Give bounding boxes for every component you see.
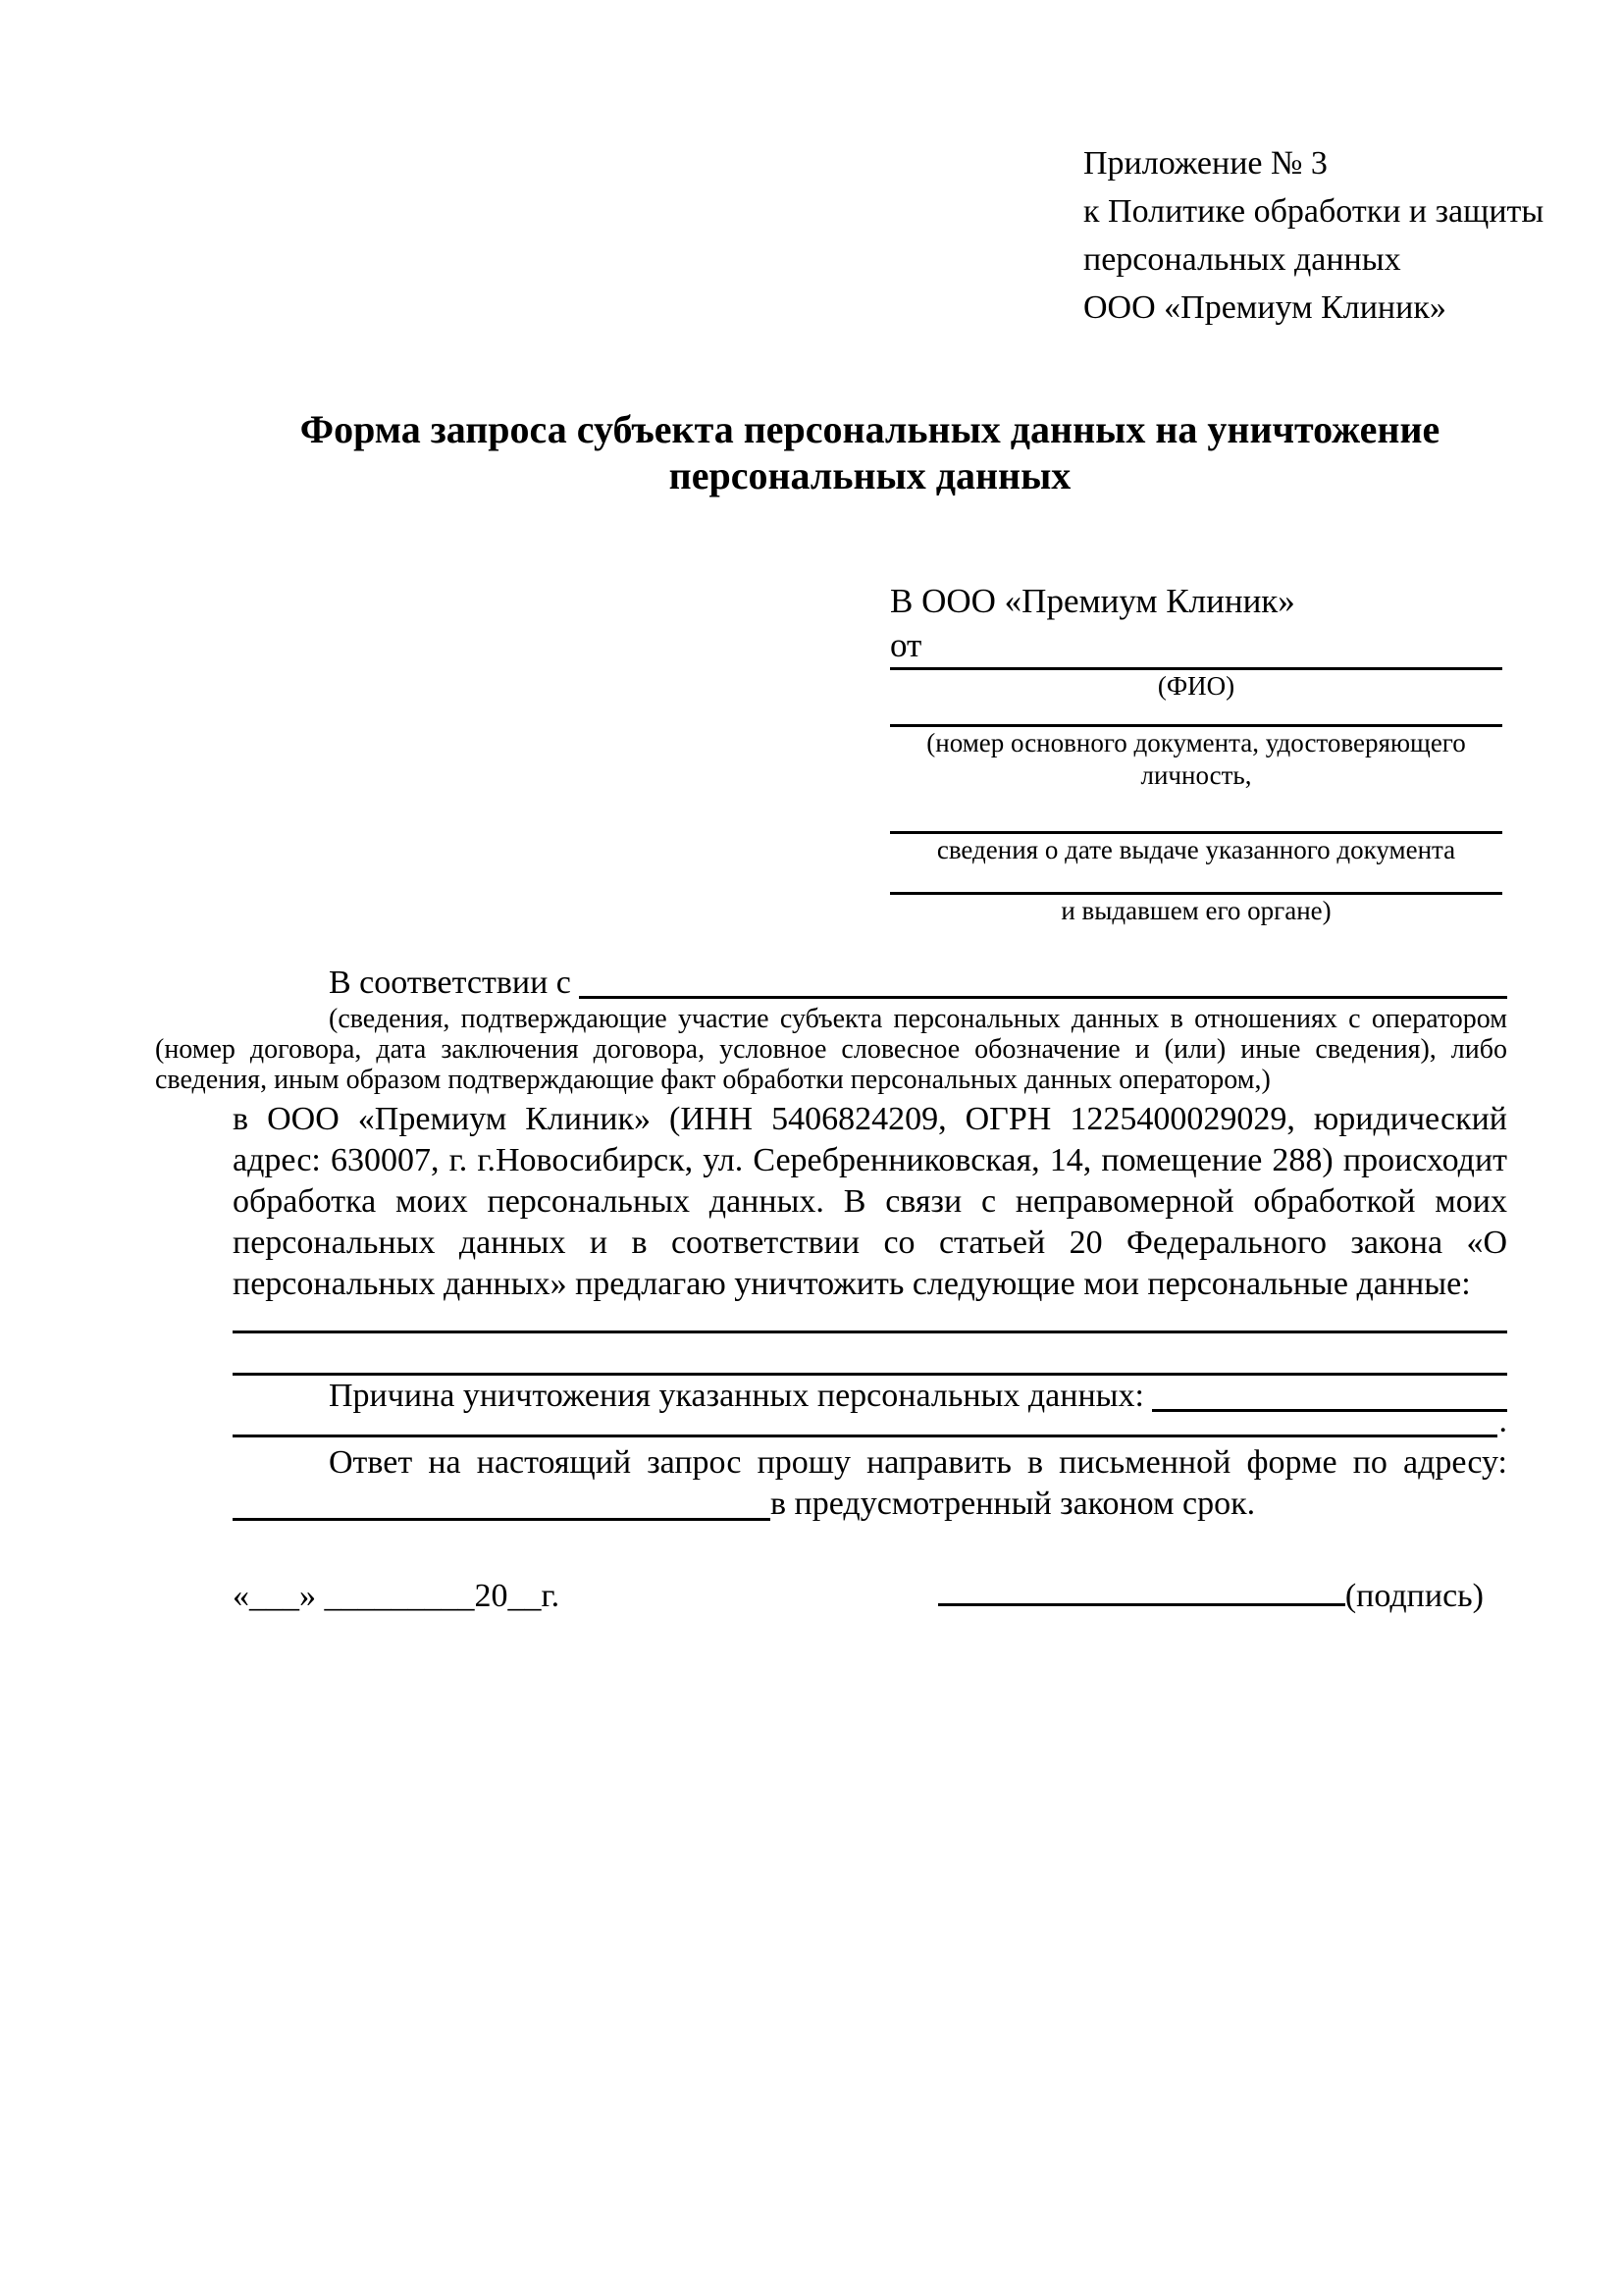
signature-group	[938, 1570, 1484, 1617]
answer-paragraph: Ответ на настоящий запрос прошу направить в письменной форме по адресу:	[329, 1444, 1507, 1481]
reason-blank-line-2	[233, 1435, 1497, 1437]
reason-blank-line	[1152, 1409, 1507, 1412]
document-title: Форма запроса субъекта персональных данных на уничтожение персональных данных	[299, 407, 1440, 497]
appendix-header-line: персональных данных	[1083, 241, 1401, 278]
date-template: «___» _________20__г.	[233, 1578, 560, 1614]
address-blank-line	[233, 1518, 770, 1521]
signature-blank-line	[938, 1570, 1345, 1606]
reason-row	[233, 1376, 1507, 1417]
addressee-block	[890, 579, 1502, 927]
personal-data-blank-line-2	[233, 1333, 1507, 1376]
address-row	[233, 1484, 1507, 1525]
period-char: .	[1498, 1403, 1507, 1439]
addressee-from-label: от	[890, 626, 922, 664]
appendix-header-line: к Политике обработки и защиты	[1083, 193, 1544, 230]
document-number-caption: (номер основного документа, удостоверяющего личность,	[926, 728, 1466, 790]
appendix-header-line: ООО «Премиум Клиник»	[1083, 289, 1446, 326]
personal-data-blank-line-1	[233, 1305, 1507, 1333]
signature-caption: (подпись)	[1344, 1578, 1484, 1614]
appendix-header-line: Приложение № 3	[1083, 145, 1328, 182]
addressee-to: В ООО «Премиум Клиник»	[890, 582, 1295, 620]
issue-date-caption: сведения о дате выдаче указанного документа	[936, 835, 1456, 864]
date-signature-row	[233, 1570, 1507, 1617]
appendix-header	[1083, 139, 1544, 332]
fio-caption: (ФИО)	[1157, 671, 1235, 701]
issuing-authority-caption: и выдавшем его органе)	[1061, 896, 1332, 925]
fine-print-note: (сведения, подтверждающие участие субъекта персональных данных в отношениях с оператором (номер договора, дата заключения договора, условное словесное обозначение и (или) иные сведения), либо сведения, иным образом подтверждающие факт обработки персональных данных оператором,)	[155, 1004, 1507, 1095]
reason-label: Причина уничтожения указанных персональных данных:	[329, 1378, 1144, 1414]
accordance-row	[233, 963, 1507, 1004]
accordance-label: В соответствии с	[329, 965, 571, 1001]
accordance-blank-line	[579, 996, 1507, 999]
main-paragraph: в ООО «Премиум Клиник» (ИНН 5406824209, ОГРН 1225400029029, юридический адрес: 630007, г. г.Новосибирск, ул. Серебренниковская, 14, помещение 288) происходит обработка моих персональных данных. В связи с неправомерной обработкой моих персональных данных и в соответствии со статьей 20 Федерального закона «О персональных данных» предлагаю уничтожить следующие мои персональные данные:	[233, 1101, 1507, 1302]
answer-suffix: в предусмотренный законом срок.	[770, 1486, 1256, 1522]
